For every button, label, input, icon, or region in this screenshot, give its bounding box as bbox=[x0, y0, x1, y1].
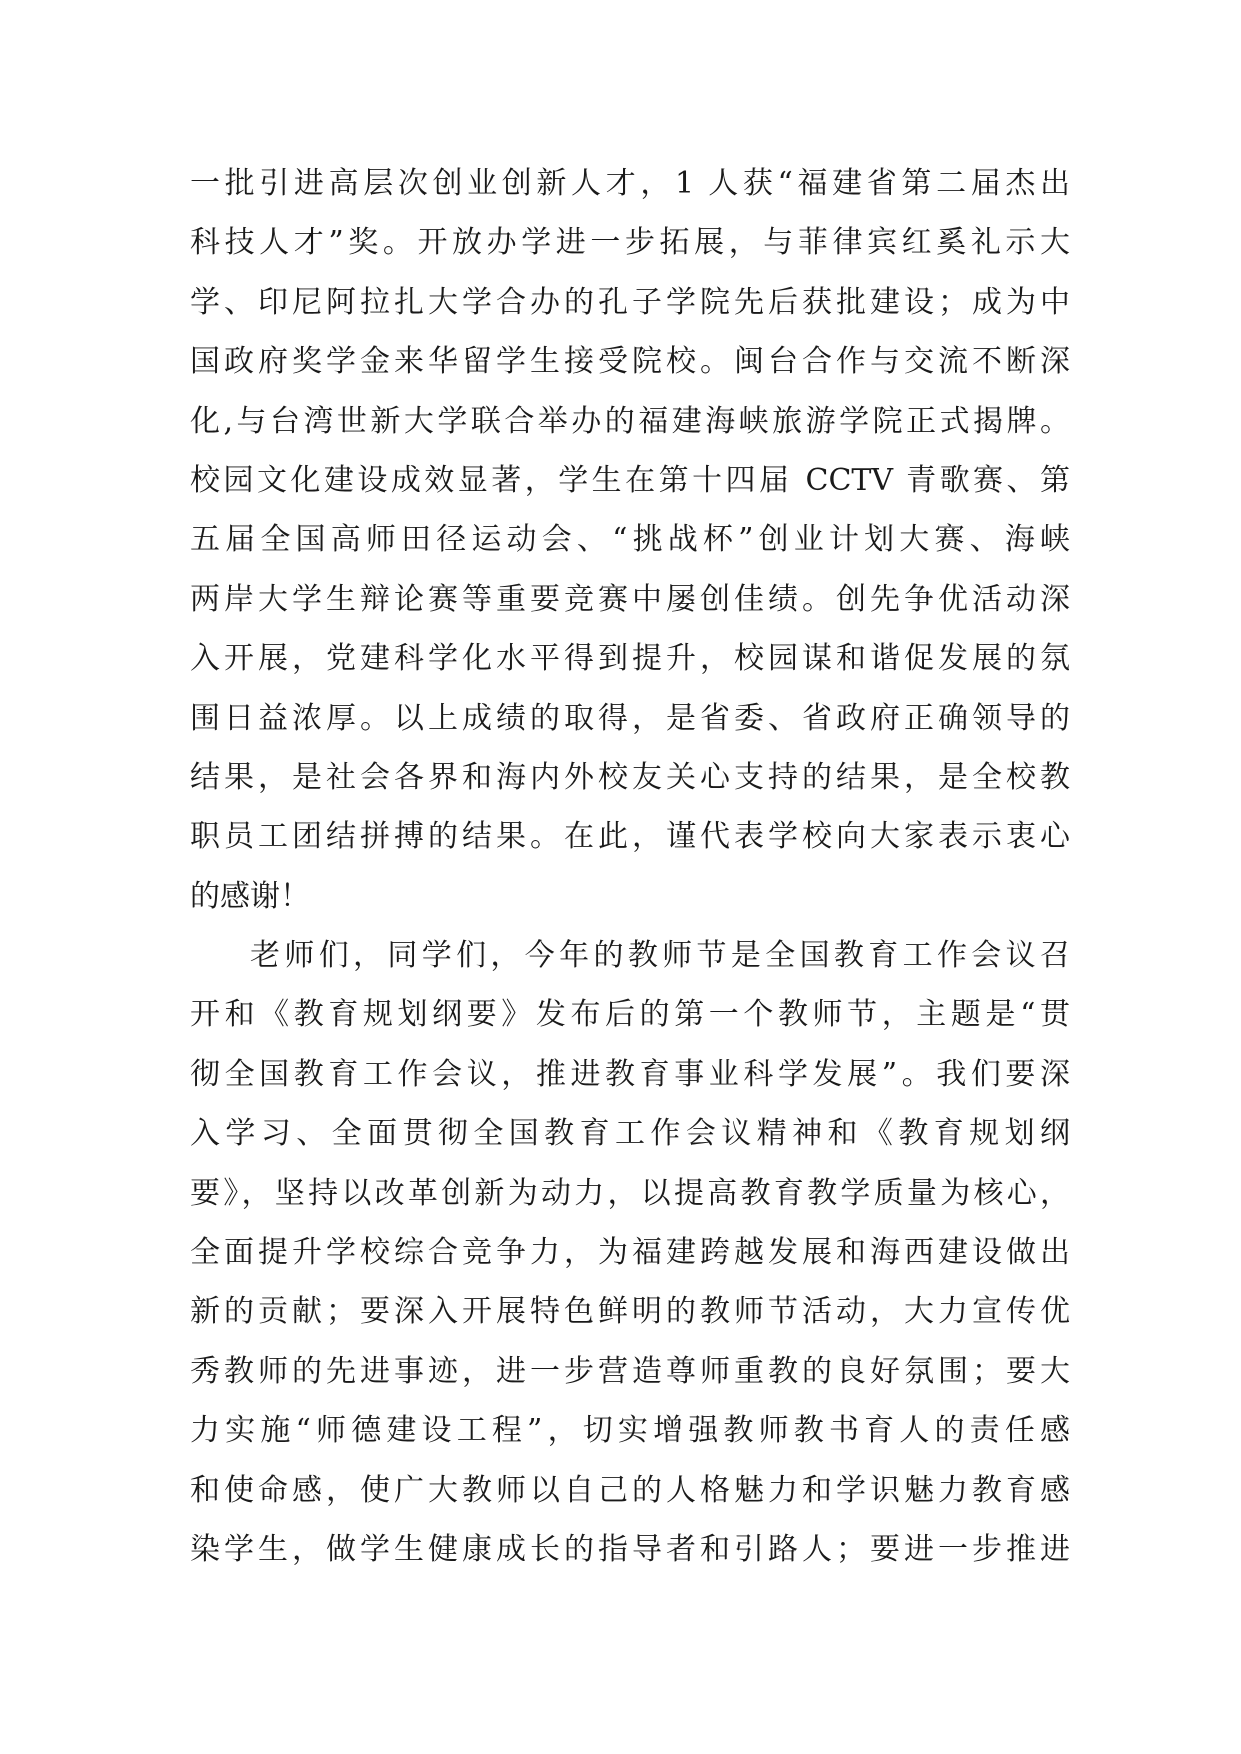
text-line: 一批引进高层次创业创新人才，1 人获“福建省第二届杰出 bbox=[190, 166, 1070, 201]
text-line: 职员工团结拼搏的结果。在此，谨代表学校向大家表示衷心 bbox=[190, 819, 1070, 855]
text-line: 要》，坚持以改革创新为动力，以提高教育教学质量为核心， bbox=[190, 1175, 1070, 1211]
text-line: 染学生，做学生健康成长的指导者和引路人；要进一步推进 bbox=[190, 1531, 1070, 1567]
text-line: 新的贡献；要深入开展特色鲜明的教师节活动，大力宣传优 bbox=[190, 1294, 1070, 1330]
text-line: 和使命感，使广大教师以自己的人格魅力和学识魅力教育感 bbox=[190, 1472, 1070, 1508]
text-line: 国政府奖学金来华留学生接受院校。闽台合作与交流不断深 bbox=[190, 344, 1070, 380]
text-line: 老师们，同学们，今年的教师节是全国教育工作会议召 bbox=[250, 938, 1070, 974]
text-line: 科技人才”奖。开放办学进一步拓展，与菲律宾红奚礼示大 bbox=[190, 225, 1070, 261]
text-line: 结果，是社会各界和海内外校友关心支持的结果，是全校教 bbox=[190, 759, 1070, 795]
text-line: 入开展，党建科学化水平得到提升，校园谋和谐促发展的氛 bbox=[190, 641, 1070, 677]
text-line: 学、印尼阿拉扎大学合办的孔子学院先后获批建设；成为中 bbox=[190, 284, 1070, 320]
text-line: 五届全国高师田径运动会、“挑战杯”创业计划大赛、海峡 bbox=[190, 522, 1070, 558]
text-line: 的感谢！ bbox=[190, 878, 310, 914]
text-line: 入学习、全面贯彻全国教育工作会议精神和《教育规划纲 bbox=[190, 1116, 1070, 1152]
text-line: 彻全国教育工作会议，推进教育事业科学发展”。我们要深 bbox=[190, 1056, 1070, 1092]
text-line: 两岸大学生辩论赛等重要竞赛中屡创佳绩。创先争优活动深 bbox=[190, 581, 1070, 617]
text-line: 全面提升学校综合竞争力，为福建跨越发展和海西建设做出 bbox=[190, 1235, 1070, 1271]
text-line: 秀教师的先进事迹，进一步营造尊师重教的良好氛围；要大 bbox=[190, 1353, 1070, 1389]
text-line: 校园文化建设成效显著，学生在第十四届 CCTV 青歌赛、第 bbox=[190, 462, 1070, 498]
body-text bbox=[190, 154, 1070, 1579]
text-line: 力实施“师德建设工程”，切实增强教师教书育人的责任感 bbox=[190, 1413, 1070, 1449]
text-line: 开和《教育规划纲要》发布后的第一个教师节，主题是“贯 bbox=[190, 997, 1070, 1033]
text-line: 化,与台湾世新大学联合举办的福建海峡旅游学院正式揭牌。 bbox=[190, 403, 1070, 439]
text-line: 围日益浓厚。以上成绩的取得，是省委、省政府正确领导的 bbox=[190, 700, 1070, 736]
